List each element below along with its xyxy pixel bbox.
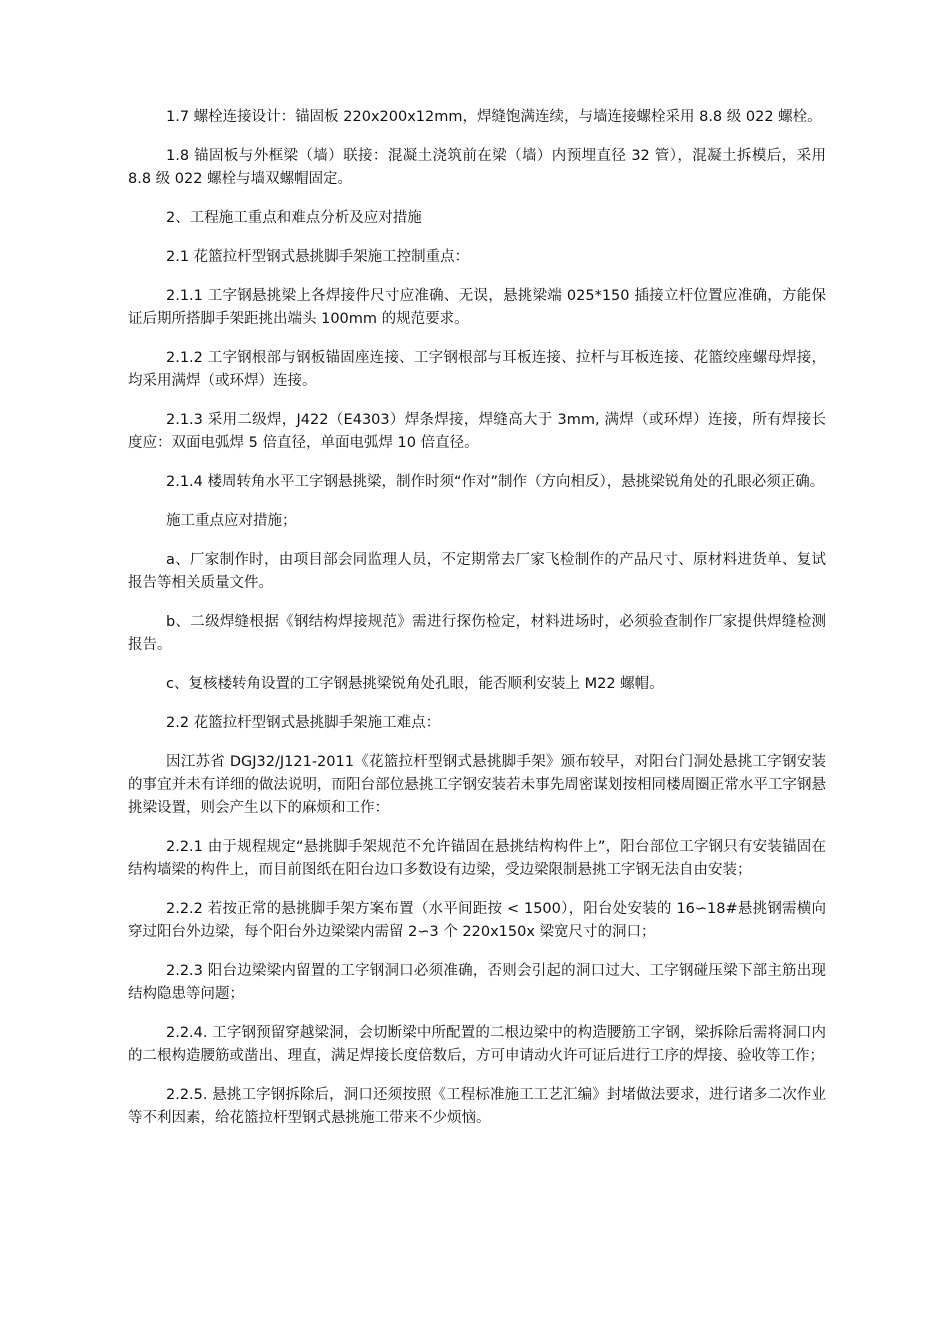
paragraph-1-8-anchor-plate: 1.8 锚固板与外框梁（墙）联接：混凝土浇筑前在梁（墙）内预埋直径 32 管），混凝土拆模后，采用 8.8 级 022 螺栓与墙双螺帽固定。 <box>128 148 826 187</box>
paragraph-2-1-1: 2.1.1 工字钢悬挑梁上各焊接件尺寸应准确、无误，悬挑梁端 025*150 插接立杆位置应准确，方能保证后期所搭脚手架距挑出端头 100mm 的规范要求。 <box>128 288 826 327</box>
paragraph-2-2-4: 2.2.4. 工字钢预留穿越梁洞，会切断梁中所配置的二根边梁中的构造腰筋工字钢，梁拆除后需将洞口内的二根构造腰筋或凿出、理直，满足焊接长度倍数后，方可申请动火许可证后进行工序的焊接、验收等工作； <box>128 1025 826 1064</box>
paragraph-2-2-2: 2.2.2 若按正常的悬挑脚手架方案布置（水平间距按 < 1500），阳台处安装的 16∽18#悬挑钢需横向穿过阳台外边梁，每个阳台外边梁梁内需留 2∽3 个 220x150x 梁宽尺寸的洞口； <box>128 901 826 940</box>
section-heading-2-1: 2.1 花篮拉杆型钢式悬挑脚手架施工控制重点： <box>166 249 470 265</box>
paragraph-1-7-bolt-design: 1.7 螺栓连接设计：锚固板 220x200x12mm，焊缝饱满连续，与墙连接螺栓采用 8.8 级 022 螺栓。 <box>166 109 822 125</box>
paragraph-2-1-3: 2.1.3 采用二级焊，J422（E4303）焊条焊接，焊缝高大于 3mm, 满焊（或环焊）连接，所有焊接长度应：双面电弧焊 5 倍直径，单面电弧焊 10 倍直径。 <box>128 412 826 451</box>
paragraph-2-2-5: 2.2.5. 悬挑工字钢拆除后，洞口还须按照《工程标准施工工艺汇编》封堵做法要求，进行诸多二次作业等不利因素，给花篮拉杆型钢式悬挑施工带来不少烦恼。 <box>128 1087 826 1126</box>
section-heading-2-2: 2.2 花篮拉杆型钢式悬挑脚手架施工难点： <box>166 715 441 731</box>
section-heading-2: 2、工程施工重点和难点分析及应对措施 <box>166 210 422 226</box>
paragraph-2-1-4: 2.1.4 楼周转角水平工字钢悬挑梁，制作时须“作对”制作（方向相反），悬挑梁锐角处的孔眼必须正确。 <box>166 474 825 490</box>
measure-c: c、复核楼转角设置的工字钢悬挑梁锐角处孔眼，能否顺利安装上 M22 螺帽。 <box>166 676 664 692</box>
measure-b: b、二级焊缝根据《钢结构焊接规范》需进行探伤检定，材料进场时，必须验查制作厂家提供焊缝检测报告。 <box>128 614 826 653</box>
measure-a: a、厂家制作时，由项目部会同监理人员，不定期常去厂家飞检制作的产品尺寸、原材料进货单、复试报告等相关质量文件。 <box>128 552 826 591</box>
measures-heading: 施工重点应对措施； <box>166 513 297 529</box>
document-body <box>128 106 826 1146</box>
paragraph-2-2-intro: 因江苏省 DGJ32/J121-2011《花篮拉杆型钢式悬挑脚手架》颁布较早，对阳台门洞处悬挑工字钢安装的事宜并未有详细的做法说明，而阳台部位悬挑工字钢安装若未事先周密谋划按相同楼周圈正常水平工字钢悬挑梁设置，则会产生以下的麻烦和工作： <box>128 754 826 816</box>
paragraph-2-1-2: 2.1.2 工字钢根部与钢板锚固座连接、工字钢根部与耳板连接、拉杆与耳板连接、花篮绞座螺母焊接，均采用满焊（或环焊）连接。 <box>128 350 826 389</box>
paragraph-2-2-1: 2.2.1 由于规程规定“悬挑脚手架规范不允许锚固在悬挑结构构件上”，阳台部位工字钢只有安装锚固在结构墙梁的构件上，而目前图纸在阳台边口多数设有边梁，受边梁限制悬挑工字钢无法自由安装； <box>128 839 826 878</box>
paragraph-2-2-3: 2.2.3 阳台边梁梁内留置的工字钢洞口必须准确，否则会引起的洞口过大、工字钢碰压梁下部主筋出现结构隐患等问题； <box>128 963 826 1002</box>
